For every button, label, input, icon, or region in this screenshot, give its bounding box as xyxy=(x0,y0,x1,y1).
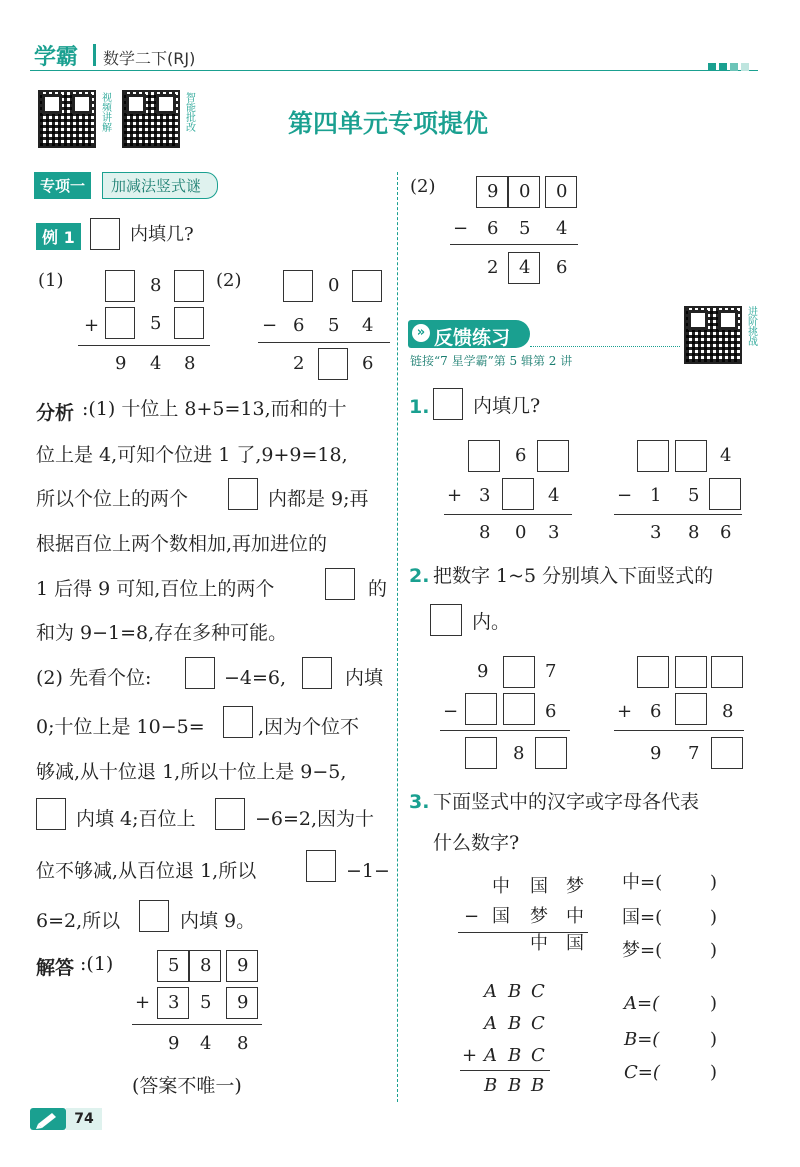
operator-minus: − xyxy=(617,485,633,506)
digit: 3 xyxy=(479,485,491,506)
puzzle-char: 国 xyxy=(566,933,584,954)
qr-label-video: 视频讲解 xyxy=(99,92,111,132)
filled-digit: 3 xyxy=(168,992,180,1013)
q2-prompt: 把数字 1~5 分别填入下面竖式的 xyxy=(433,565,714,587)
result-digit: 6 xyxy=(556,257,568,278)
answer-box[interactable] xyxy=(503,656,535,688)
answer-box[interactable] xyxy=(465,693,497,725)
inline-box xyxy=(139,900,169,932)
result-digit: 2 xyxy=(487,257,499,278)
puzzle-char: 中 xyxy=(492,876,510,897)
result-digit: 3 xyxy=(650,522,662,543)
answer-box[interactable] xyxy=(468,440,500,472)
column-divider xyxy=(397,172,398,1102)
answer-box[interactable] xyxy=(503,693,535,725)
puzzle-letter: C xyxy=(531,981,545,1002)
result-digit: 4 xyxy=(200,1033,212,1054)
operator-plus: + xyxy=(84,315,100,336)
puzzle-letter: B xyxy=(508,981,522,1002)
filled-digit: 9 xyxy=(237,992,249,1013)
digit: 4 xyxy=(548,485,560,506)
operator-minus: − xyxy=(262,315,278,336)
answer-b: B=( xyxy=(624,1029,660,1050)
q2-number: 2. xyxy=(409,565,430,587)
equation-line xyxy=(614,514,742,515)
answer-meng: 梦=( xyxy=(622,940,663,961)
page-number: 74 xyxy=(66,1108,102,1130)
puzzle-letter: A xyxy=(484,981,497,1002)
prompt-box xyxy=(430,604,462,636)
qr-label-smart: 智能批改 xyxy=(183,92,195,132)
result-digit: 9 xyxy=(168,1033,180,1054)
analysis-line: 所以个位上的两个 xyxy=(36,488,189,510)
digit: 4 xyxy=(720,445,732,466)
answer-guo: 国=( xyxy=(622,907,663,928)
example-prompt: 内填几? xyxy=(130,224,194,245)
puzzle-letter: A xyxy=(484,1013,497,1034)
filled-digit: 0 xyxy=(556,181,568,202)
filled-digit: 8 xyxy=(200,955,212,976)
example-answer-box xyxy=(90,218,120,250)
inline-box xyxy=(306,850,336,882)
answer-box[interactable] xyxy=(637,440,669,472)
answer-box[interactable] xyxy=(174,307,204,339)
result-digit: 2 xyxy=(293,353,305,374)
filled-digit: 5 xyxy=(200,992,212,1013)
q3-prompt-end: 什么数字? xyxy=(433,832,520,854)
p2-label: (2) xyxy=(216,270,242,291)
header-squares xyxy=(708,56,749,75)
digit: 6 xyxy=(650,701,662,722)
answer-close: ) xyxy=(710,993,718,1014)
analysis-line: 内填 xyxy=(345,667,384,689)
equation-line xyxy=(614,730,744,731)
answer-box[interactable] xyxy=(105,307,135,339)
brand-divider xyxy=(93,44,96,66)
analysis-line: −6=2,因为十 xyxy=(255,808,375,830)
section-tag: 专项一 xyxy=(34,172,91,199)
result-digit: 9 xyxy=(650,743,662,764)
result-digit: 8 xyxy=(184,353,196,374)
puzzle-letter: B xyxy=(508,1045,522,1066)
filled-digit: 9 xyxy=(237,955,249,976)
header-subject: 数学二下(RJ) xyxy=(103,49,196,68)
digit: 8 xyxy=(722,701,734,722)
result-digit: 4 xyxy=(150,353,162,374)
digit: 5 xyxy=(328,315,340,336)
analysis-line: 内填 9。 xyxy=(180,910,256,932)
q2-prompt-end: 内。 xyxy=(472,611,511,633)
answer-part: :(1) xyxy=(80,953,114,975)
qr-code-smart[interactable] xyxy=(122,90,180,148)
pencil-icon xyxy=(30,1108,66,1130)
analysis-line: 位不够减,从百位退 1,所以 xyxy=(36,860,257,882)
inline-box xyxy=(302,657,332,689)
qr-code-advanced[interactable] xyxy=(684,306,742,364)
puzzle-letter: B xyxy=(508,1013,522,1034)
puzzle-char: 中 xyxy=(566,906,584,927)
digit: 6 xyxy=(487,218,499,239)
answer-box[interactable] xyxy=(675,693,707,725)
puzzle-char: 梦 xyxy=(566,876,584,897)
digit: 1 xyxy=(650,485,662,506)
result-digit: 3 xyxy=(548,522,560,543)
operator-minus: − xyxy=(443,701,459,722)
puzzle-char: 国 xyxy=(530,876,548,897)
answer-box[interactable] xyxy=(352,270,382,302)
puzzle-letter: B xyxy=(484,1075,498,1096)
filled-digit: 5 xyxy=(168,955,180,976)
header-brand: 学霸 xyxy=(34,45,79,70)
analysis-line: 6=2,所以 xyxy=(36,910,121,932)
answer-close: ) xyxy=(710,872,718,893)
feedback-link: 链接“7 星学霸”第 5 辑第 2 讲 xyxy=(410,354,573,368)
puzzle-char: 国 xyxy=(492,906,510,927)
analysis-label: 分析 xyxy=(36,402,75,424)
answer-box[interactable] xyxy=(537,440,569,472)
result-digit: 7 xyxy=(688,743,700,764)
equation-line xyxy=(460,1070,550,1071)
answer-box[interactable] xyxy=(465,737,497,769)
q3-number: 3. xyxy=(409,791,430,813)
answer-box[interactable] xyxy=(283,270,313,302)
digit: 8 xyxy=(150,275,162,296)
p1-label: (1) xyxy=(38,270,64,291)
puzzle-char: 中 xyxy=(530,933,548,954)
inline-box xyxy=(185,657,215,689)
answer-close: ) xyxy=(710,907,718,928)
digit: 4 xyxy=(362,315,374,336)
analysis-line: 和为 9−1=8,存在多种可能。 xyxy=(36,622,288,644)
result-digit: 8 xyxy=(479,522,491,543)
analysis-line: 根据百位上两个数相加,再加进位的 xyxy=(36,533,328,555)
analysis-line: −4=6, xyxy=(224,667,287,689)
answer-box[interactable] xyxy=(535,737,567,769)
operator-minus: − xyxy=(464,906,480,927)
page-title: 第四单元专项提优 xyxy=(288,109,489,138)
digit: 5 xyxy=(519,218,531,239)
operator-plus: + xyxy=(462,1045,478,1066)
inline-box xyxy=(215,798,245,830)
inline-box xyxy=(325,568,355,600)
result-digit: 8 xyxy=(513,743,525,764)
result-digit: 8 xyxy=(688,522,700,543)
analysis-line: 1 后得 9 可知,百位上的两个 xyxy=(36,578,275,600)
answer-box[interactable] xyxy=(318,348,348,380)
answer-box[interactable] xyxy=(174,270,204,302)
digit: 6 xyxy=(293,315,305,336)
equation-line xyxy=(132,1024,262,1025)
puzzle-letter: B xyxy=(531,1075,545,1096)
q1-prompt: 内填几? xyxy=(473,395,541,417)
operator-plus: + xyxy=(617,701,633,722)
result-digit: 9 xyxy=(115,353,127,374)
digit: 0 xyxy=(328,275,340,296)
analysis-line: 0;十位上是 10−5= xyxy=(36,716,205,738)
result-digit: 6 xyxy=(720,522,732,543)
section-title: 加减法竖式谜 xyxy=(102,172,218,199)
inline-box xyxy=(228,478,258,510)
qr-label-advanced: 进阶挑战 xyxy=(745,306,757,346)
analysis-line: −1− xyxy=(346,860,390,882)
prompt-box xyxy=(433,388,463,420)
answer-box[interactable] xyxy=(637,656,669,688)
filled-digit: 0 xyxy=(519,181,531,202)
q1-number: 1. xyxy=(409,396,430,418)
answer-close: ) xyxy=(710,1029,718,1050)
digit: 9 xyxy=(477,661,489,682)
puzzle-letter: C xyxy=(531,1013,545,1034)
answer-c: C=( xyxy=(624,1062,660,1083)
analysis-line: 位上是 4,可知个位进 1 了,9+9=18, xyxy=(36,444,348,466)
answer-box[interactable] xyxy=(711,737,743,769)
answer-box[interactable] xyxy=(105,270,135,302)
digit: 5 xyxy=(150,313,162,334)
answer-zhong: 中=( xyxy=(622,872,663,893)
result-digit: 0 xyxy=(515,522,527,543)
digit: 6 xyxy=(545,701,557,722)
result-digit: 6 xyxy=(362,353,374,374)
answer-box[interactable] xyxy=(675,440,707,472)
q3-prompt: 下面竖式中的汉字或字母各代表 xyxy=(433,791,700,813)
digit: 7 xyxy=(545,661,557,682)
answer-box[interactable] xyxy=(675,656,707,688)
qr-code-video[interactable] xyxy=(38,90,96,148)
puzzle-letter: C xyxy=(531,1045,545,1066)
digit: 4 xyxy=(556,218,568,239)
operator-plus: + xyxy=(135,992,151,1013)
analysis-line: 的 xyxy=(368,578,388,600)
answer-a: A=( xyxy=(624,993,660,1014)
equation-line xyxy=(78,345,210,346)
equation-line xyxy=(450,244,578,245)
inline-box xyxy=(223,706,253,738)
answer-label: 解答 xyxy=(36,957,75,979)
equation-line xyxy=(444,514,572,515)
puzzle-char: 梦 xyxy=(530,906,548,927)
puzzle-letter: A xyxy=(484,1045,497,1066)
header-line xyxy=(30,70,758,71)
answer-box[interactable] xyxy=(711,656,743,688)
filled-digit: 9 xyxy=(487,181,499,202)
inline-box xyxy=(36,798,66,830)
answer-close: ) xyxy=(710,940,718,961)
puzzle-letter: B xyxy=(508,1075,522,1096)
answer2-label: (2) xyxy=(410,176,436,197)
answer-box[interactable] xyxy=(709,478,741,510)
operator-minus: − xyxy=(453,218,469,239)
filled-digit: 4 xyxy=(519,257,531,278)
analysis-line: 内都是 9;再 xyxy=(268,488,369,510)
digit: 5 xyxy=(688,485,700,506)
operator-plus: + xyxy=(447,485,463,506)
equation-line xyxy=(258,342,390,343)
answer-box[interactable] xyxy=(502,478,534,510)
analysis-line: (2) 先看个位: xyxy=(36,667,152,689)
answer-close: ) xyxy=(710,1062,718,1083)
feedback-icon: » xyxy=(412,324,430,342)
answer-note: (答案不唯一) xyxy=(132,1075,242,1097)
result-digit: 8 xyxy=(237,1033,249,1054)
analysis-line: 内填 4;百位上 xyxy=(76,808,196,830)
digit: 6 xyxy=(515,445,527,466)
example-tag: 例 1 xyxy=(36,223,81,250)
analysis-line: 够减,从十位退 1,所以十位上是 9−5, xyxy=(36,761,347,783)
equation-line xyxy=(440,730,570,731)
feedback-dotted-line xyxy=(530,346,680,347)
analysis-line: :(1) 十位上 8+5=13,而和的十 xyxy=(82,398,347,420)
feedback-title: 反馈练习 xyxy=(434,327,511,349)
analysis-line: ,因为个位不 xyxy=(258,716,360,738)
